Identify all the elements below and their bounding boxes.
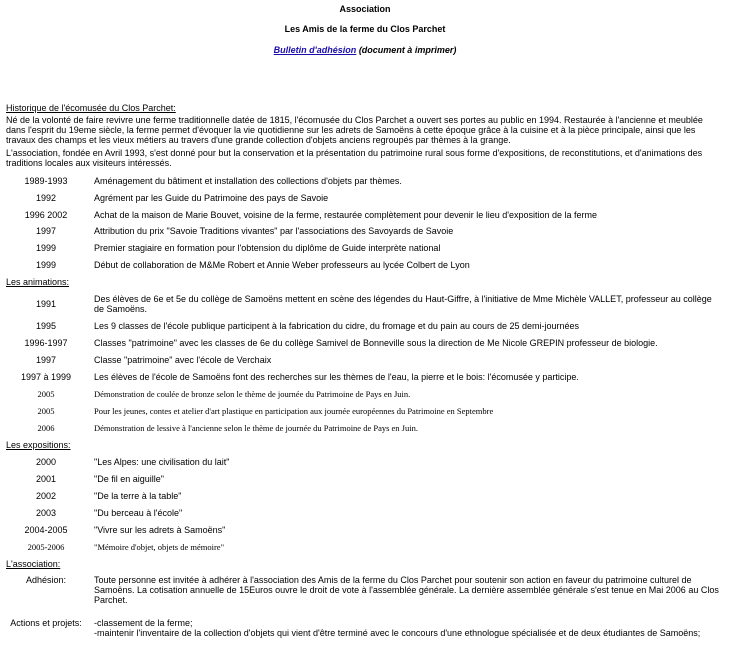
timeline-text: Attribution du prix "Savoie Traditions vivantes" par l'associations des Savoyards de Savoie bbox=[94, 226, 454, 236]
timeline-year: 1997 bbox=[35, 226, 57, 236]
exposition-year: 2000 bbox=[35, 457, 57, 467]
expositions-heading: Les expositions: bbox=[6, 440, 71, 450]
timeline-text: Aménagement du bâtiment et installation des collections d'objets par thèmes. bbox=[94, 176, 402, 186]
exposition-year: 2003 bbox=[35, 508, 57, 518]
actions-item: -classement de la ferme; bbox=[94, 618, 193, 628]
exposition-year: 2002 bbox=[35, 491, 57, 501]
actions-label: Actions et projets: bbox=[10, 618, 82, 628]
historique-heading: Historique de l'écomusée du Clos Parchet: bbox=[6, 103, 176, 113]
actions-list bbox=[94, 618, 722, 638]
association-name: Les Amis de la ferme du Clos Parchet bbox=[284, 24, 446, 34]
timeline-year: 1999 bbox=[35, 260, 57, 270]
timeline-year: 2005 bbox=[37, 389, 55, 399]
exposition-year: 2005-2006 bbox=[27, 542, 65, 552]
historique-paragraph-1: Né de la volonté de faire revivre une ferme traditionnelle datée de 1815, l'écomusée du Clos Parchet a ouvert ses portes au public en 1994. Restaurée à l'ancienne et meublée dans l'esprit du 19eme siècle, la ferme permet d'évoquer la vie quotidienne sur les adrets de Samoëns à cette époque grâce à la cuisine et à la pièce principale, ainsi que les travaux des champs et les vieux métiers au travers d'une grande collection d'objets anciens regroupés par thèmes à la grange. bbox=[6, 115, 703, 145]
timeline-text: Des élèves de 6e et 5e du collège de Samoëns mettent en scène des légendes du Haut-Giffre, à l'initiative de Mme Michèle VALLET, professeur au collège de Samoëns. bbox=[94, 294, 712, 314]
timeline-year: 1997 à 1999 bbox=[20, 372, 72, 382]
association-title: Association bbox=[339, 4, 391, 14]
exposition-title: "De fil en aiguille" bbox=[94, 474, 164, 484]
timeline-year: 1996 2002 bbox=[24, 210, 68, 220]
animations-heading: Les animations: bbox=[6, 277, 70, 287]
timeline-year: 1996-1997 bbox=[24, 338, 68, 348]
timeline-year: 1997 bbox=[35, 355, 57, 365]
exposition-title: "De la terre à la table" bbox=[94, 491, 182, 501]
bulletin-line bbox=[0, 45, 730, 56]
timeline-year: 1989-1993 bbox=[24, 176, 68, 186]
bulletin-suffix: (document à imprimer) bbox=[356, 45, 457, 55]
timeline-text: Démonstration de coulée de bronze selon le thème de journée du Patrimoine de Pays en Juin. bbox=[94, 389, 411, 399]
timeline-text: Démonstration de lessive à l'ancienne selon le thème de journée du Patrimoine de Pays en Juin. bbox=[94, 423, 418, 433]
historique-paragraph-2: L'association, fondée en Avril 1993, s'est donné pour but la conservation et la présentation du patrimoine rural sous forme d'expositions, de reconstitutions, et d'animations des traditions locales aux visiteurs intéressés. bbox=[6, 148, 703, 168]
exposition-title: "Mémoire d'objet, objets de mémoire" bbox=[94, 542, 225, 552]
timeline-year: 1999 bbox=[35, 243, 57, 253]
timeline-text: Début de collaboration de M&Me Robert et Annie Weber professeurs au lycée Colbert de Lyon bbox=[94, 260, 470, 270]
timeline-text: Classes "patrimoine" avec les classes de 6e du collège Samivel de Bonneville sous la direction de Me Nicole GREPIN professeur de biologie. bbox=[94, 338, 658, 348]
timeline-text: Les élèves de l'école de Samoëns font des recherches sur les thèmes de l'eau, la pierre et le bois: l'écomusée y participe. bbox=[94, 372, 579, 382]
timeline-text: Les 9 classes de l'école publique participent à la fabrication du cidre, du fromage et du pain au cours de 25 demi-journées bbox=[94, 321, 580, 331]
timeline-year: 1995 bbox=[35, 321, 57, 331]
timeline-year: 2006 bbox=[37, 423, 55, 433]
timeline-text: Pour les jeunes, contes et atelier d'art plastique en participation aux journée européennes du Patrimoine en Septembre bbox=[94, 406, 494, 416]
timeline-year: 1991 bbox=[35, 299, 57, 309]
exposition-title: "Du berceau à l'école" bbox=[94, 508, 183, 518]
association-heading: L'association: bbox=[6, 559, 61, 569]
timeline-text: Classe "patrimoine" avec l'école de Verchaix bbox=[94, 355, 272, 365]
timeline-year: 1992 bbox=[35, 193, 57, 203]
timeline-text: Premier stagiaire en formation pour l'obtension du diplôme de Guide interprète national bbox=[94, 243, 441, 253]
exposition-title: "Les Alpes: une civilisation du lait" bbox=[94, 457, 230, 467]
exposition-title: "Vivre sur les adrets à Samoëns" bbox=[94, 525, 226, 535]
actions-item: -maintenir l'inventaire de la collection d'objets qui vient d'être terminé avec le concours d'une ethnologue spécialisée et de deux étudiantes de Samoëns; bbox=[94, 628, 701, 638]
timeline-year: 2005 bbox=[37, 406, 55, 416]
adhesion-text: Toute personne est invitée à adhérer à l'association des Amis de la ferme du Clos Parchet pour soutenir son action en faveur du patrimoine culturel de Samoëns. La cotisation annuelle de 15Euros ouvre le droit de vote à l'assemblée générale. La dernière assemblée générale s'est tenue en Mai 2006 au Clos Parchet. bbox=[94, 575, 719, 605]
bulletin-link[interactable]: Bulletin d'adhésion bbox=[273, 45, 357, 55]
timeline-text: Achat de la maison de Marie Bouvet, voisine de la ferme, restaurée complètement pour devenir le lieu d'exposition de la ferme bbox=[94, 210, 597, 220]
exposition-year: 2001 bbox=[35, 474, 57, 484]
adhesion-label: Adhésion: bbox=[25, 575, 67, 585]
timeline-text: Agrément par les Guide du Patrimoine des pays de Savoie bbox=[94, 193, 329, 203]
exposition-year: 2004-2005 bbox=[24, 525, 68, 535]
